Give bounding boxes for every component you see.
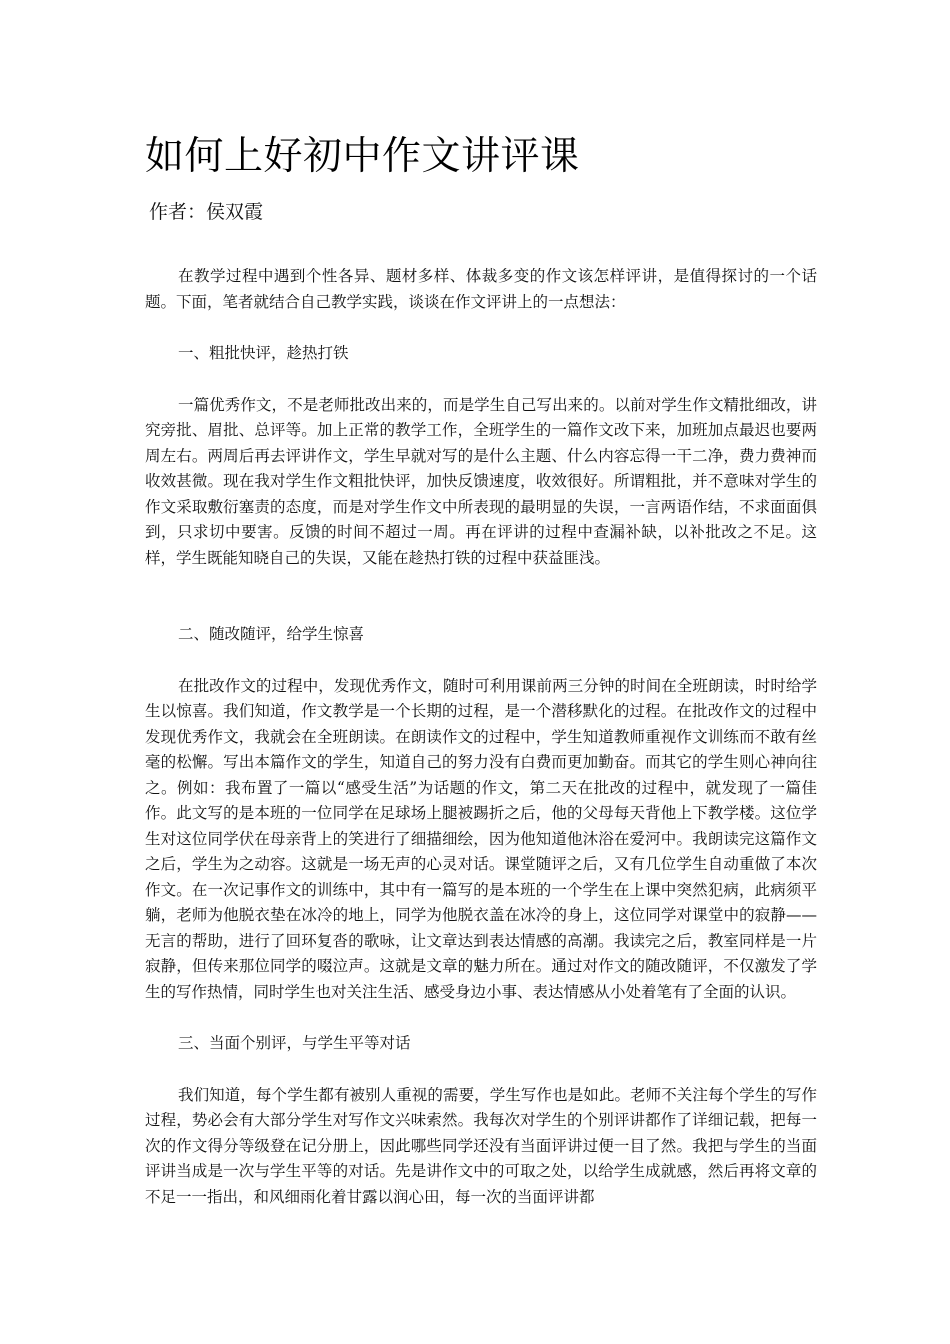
document-page xyxy=(145,0,817,1344)
spacer xyxy=(145,1005,817,1031)
spacer xyxy=(145,315,817,341)
spacer xyxy=(145,648,817,674)
section-3-paragraph: 我们知道，每个学生都有被别人重视的需要，学生写作也是如此。老师不关注每个学生的写作过程，势必会有大部分学生对写作文兴味索然。我每次对学生的个别评讲都作了详细记载，把每一次的作文得分等级登在记分册上，因此哪些同学还没有当面评讲过便一目了然。我把与学生的当面评讲当成是一次与学生平等的对话。先是讲作文中的可取之处，以给学生成就感，然后再将文章的不足一一指出，和风细雨化着甘露以润心田，每一次的当面评讲都 xyxy=(145,1085,817,1206)
author-line: 作者：侯双霞 xyxy=(149,201,264,223)
intro-paragraph: 在教学过程中遇到个性各异、题材多样、体裁多变的作文该怎样评讲，是值得探讨的一个话题。下面，笔者就结合自己教学实践，谈谈在作文评讲上的一点想法： xyxy=(145,267,817,311)
section-heading-2: 二、随改随评，给学生惊喜 xyxy=(178,625,365,643)
spacer xyxy=(145,1057,817,1083)
section-1-paragraph: 一篇优秀作文，不是老师批改出来的，而是学生自己写出来的。以前对学生作文精批细改，讲究旁批、眉批、总评等。加上正常的教学工作，全班学生的一篇作文改下来，加班加点最迟也要两周左右。两周后再去评讲作文，学生早就对写的是什么主题、什么内容忘得一干二净，费力费神而收效甚微。现在我对学生作文粗批快评，加快反馈速度，收效很好。所谓粗批，并不意味对学生的作文采取敷衍塞责的态度，而是对学生作文中所表现的最明显的失误，一言两语作结，不求面面俱到，只求切中要害。反馈的时间不超过一周。再在评讲的过程中查漏补缺，以补批改之不足。这样，学生既能知晓自己的失误，又能在趁热打铁的过程中获益匪浅。 xyxy=(145,395,817,567)
spacer xyxy=(145,367,817,393)
spacer xyxy=(145,571,817,622)
section-heading-1: 一、粗批快评，趁热打铁 xyxy=(178,344,349,362)
document-title: 如何上好初中作文讲评课 xyxy=(145,134,580,179)
section-2-paragraph: 在批改作文的过程中，发现优秀作文，随时可利用课前两三分钟的时间在全班朗读，时时给学生以惊喜。我们知道，作文教学是一个长期的过程，是一个潜移默化的过程。在批改作文的过程中发现优秀作文，我就会在全班朗读。在朗读作文的过程中，学生知道教师重视作文训练而不敢有丝毫的松懈。写出本篇作文的学生，知道自己的努力没有白费而更加勤奋。而其它的学生则心神向往之。例如：我布置了一篇以“感受生活”为话题的作文，第二天在批改的过程中，就发现了一篇佳作。此文写的是本班的一位同学在足球场上腿被踢折之后，他的父母每天背他上下教学楼。这位学生对这位同学伏在母亲背上的笑进行了细描细绘，因为他知道他沐浴在爱河中。我朗读完这篇作文之后，学生为之动容。这就是一场无声的心灵对话。课堂随评之后，又有几位学生自动重做了本次作文。在一次记事作文的训练中，其中有一篇写的是本班的一个学生在上课中突然犯病，此病须平躺，老师为他脱衣垫在冰冷的地上，同学为他脱衣盖在冰冷的身上，这位同学对课堂中的寂静——无言的帮助，进行了回环复沓的歌咏，让文章达到表达情感的高潮。我读完之后，教室同样是一片寂静，但传来那位同学的啜泣声。这就是文章的魅力所在。通过对作文的随改随评，不仅激发了学生的写作热情，同时学生也对关注生活、感受身边小事、表达情感从小处着笔有了全面的认识。 xyxy=(145,676,817,1001)
document-body xyxy=(145,264,817,1210)
section-heading-3: 三、当面个别评，与学生平等对话 xyxy=(178,1034,411,1052)
